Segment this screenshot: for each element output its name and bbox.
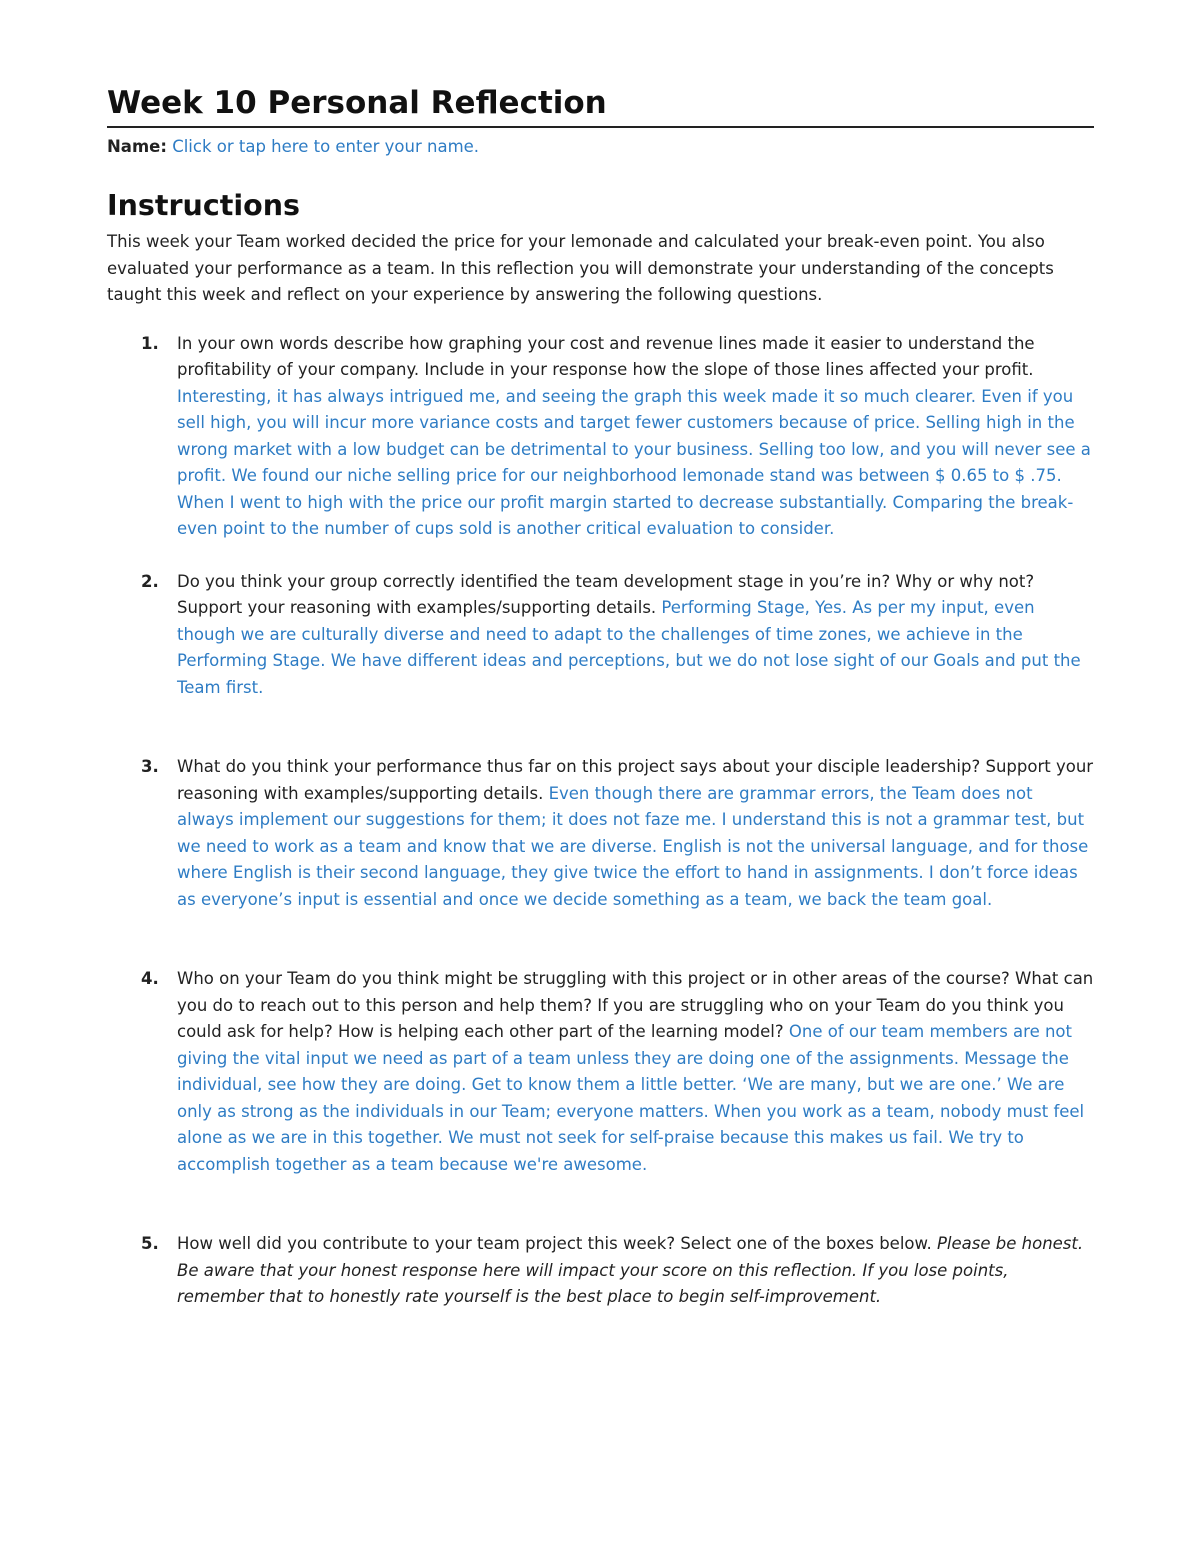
name-input-placeholder[interactable]: Click or tap here to enter your name. xyxy=(172,137,480,156)
name-label: Name: xyxy=(107,137,167,156)
question-prompt: Do you think your group correctly identified the team development stage in you’re in? Why or why not? Support your reasoning with examples/supporting details. xyxy=(177,571,1035,617)
document-page xyxy=(107,82,1094,1311)
question-item-4 xyxy=(107,966,1094,1178)
document-title: Week 10 Personal Reflection xyxy=(107,82,1094,128)
question-emphasis: Please be honest. Be aware that your honest response here will impact your score on this reflection. If you lose points, remember that to honestly rate yourself is the best place to begin self-improvement. xyxy=(177,1234,1084,1306)
question-prompt: Who on your Team do you think might be struggling with this project or in other areas of the course? What can you do to reach out to this person and help them? If you are struggling who on your Team do you think you could ask for help? How is helping each other part of the learning model? xyxy=(177,969,1094,1041)
question-prompt: How well did you contribute to your team project this week? Select one of the boxes below. xyxy=(177,1234,932,1253)
answer-text[interactable]: Interesting, it has always intrigued me, and seeing the graph this week made it so much clearer. Even if you sell high, you will incur more variance costs and target fewer customers because of price. Selling high in the wrong market with a low budget can be detrimental to your business. Selling too low, and you will never see a profit. We found our niche selling price for our neighborhood lemonade stand was between $ 0.65 to $ .75. When I went to high with the price our profit margin started to decrease substantially. Comparing the break-even point to the number of cups sold is another critical evaluation to consider. xyxy=(177,386,1091,538)
answer-text[interactable]: Even though there are grammar errors, the Team does not always implement our suggestions for them; it does not faze me. I understand this is not a grammar test, but we need to work as a team and know that we are diverse. English is not the universal language, and for those where English is their second language, they give twice the effort to hand in assignments. I don’t force ideas as everyone’s input is essential and once we decide something as a team, we back the team goal. xyxy=(177,783,1089,909)
question-item-3 xyxy=(107,754,1094,913)
question-number: 3. xyxy=(141,757,159,776)
questions-list xyxy=(107,331,1094,1311)
question-prompt: In your own words describe how graphing your cost and revenue lines made it easier to understand the profitability of your company. Include in your response how the slope of those lines affected your profit. xyxy=(177,333,1035,379)
name-field-row xyxy=(107,136,1094,158)
instructions-text: This week your Team worked decided the price for your lemonade and calculated your break-even point. You also evaluated your performance as a team. In this reflection you will demonstrate your understanding of the concepts taught this week and reflect on your experience by answering the following questions. xyxy=(107,232,1054,304)
question-number: 1. xyxy=(141,333,159,353)
question-number: 5. xyxy=(141,1234,159,1253)
question-item-2 xyxy=(107,569,1094,702)
answer-text[interactable]: One of our team members are not giving the vital input we need as part of a team unless they are doing one of the assignments. Message the individual, see how they are doing. Get to know them a little better. ‘We are many, but we are one.’ We are only as strong as the individuals in our Team; everyone matters. When you work as a team, nobody must feel alone as we are in this together. We must not seek for self-praise because this makes us fail. We try to accomplish together as a team because we're awesome. xyxy=(177,1022,1085,1174)
instructions-heading: Instructions xyxy=(107,189,300,222)
question-number: 4. xyxy=(141,969,159,988)
question-item-1 xyxy=(107,331,1094,543)
answer-text[interactable]: Performing Stage, Yes. As per my input, even though we are culturally diverse and need to adapt to the challenges of time zones, we achieve in the Performing Stage. We have different ideas and perceptions, but we do not lose sight of our Goals and put the Team first. xyxy=(177,598,1081,697)
question-number: 2. xyxy=(141,571,159,591)
question-item-5 xyxy=(107,1231,1094,1311)
question-prompt: What do you think your performance thus far on this project says about your disciple leadership? Support your reasoning with examples/supporting details. xyxy=(177,757,1094,803)
